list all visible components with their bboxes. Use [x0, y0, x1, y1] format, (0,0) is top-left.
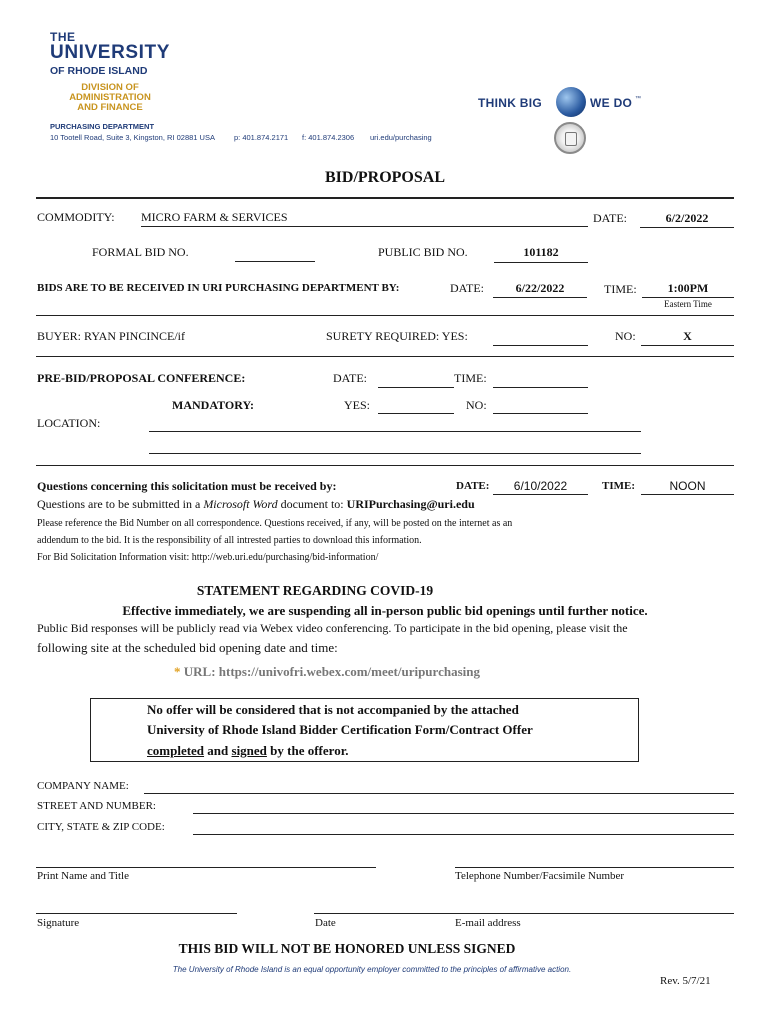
- mandatory-no-label: NO:: [466, 398, 487, 412]
- department-address: 10 Tootell Road, Suite 3, Kingston, RI 02881 USA: [50, 133, 215, 142]
- surety-no-value[interactable]: X: [683, 329, 692, 343]
- questions-date-underline: [493, 494, 588, 495]
- department-phone: p: 401.874.2171: [234, 133, 289, 142]
- equal-opportunity-statement: The University of Rhode Island is an equal opportunity employer committed to the principles of affirmative action.: [172, 965, 572, 974]
- street-label: STREET AND NUMBER:: [37, 800, 156, 812]
- questions-email-link[interactable]: URIPurchasing@uri.edu: [346, 497, 475, 511]
- logo-the: THE: [50, 30, 76, 44]
- deadline-divider: [36, 315, 734, 316]
- slogan-trademark: ™: [635, 96, 641, 102]
- questions-time-label: TIME:: [602, 480, 635, 492]
- public-bid-underline: [494, 262, 588, 263]
- logo-division-line-2: ADMINISTRATION: [69, 92, 151, 103]
- deadline-date-underline: [493, 297, 587, 298]
- unsigned-warning: THIS BID WILL NOT BE HONORED UNLESS SIGNED: [178, 941, 516, 956]
- mandatory-no-underline[interactable]: [493, 413, 588, 414]
- commodity-date-value[interactable]: 6/2/2022: [665, 211, 709, 225]
- purchasing-department: PURCHASING DEPARTMENT: [50, 122, 155, 131]
- questions-time-value[interactable]: NOON: [669, 479, 706, 493]
- commodity-value[interactable]: MICRO FARM & SERVICES: [141, 210, 288, 224]
- logo-division-line-3: AND FINANCE: [77, 102, 143, 113]
- city-field[interactable]: [193, 834, 734, 835]
- conference-label: PRE-BID/PROPOSAL CONFERENCE:: [37, 371, 246, 385]
- mandatory-label: MANDATORY:: [172, 398, 255, 412]
- city-label: CITY, STATE & ZIP CODE:: [37, 821, 165, 833]
- notice-rest: by the offeror.: [266, 743, 349, 758]
- questions-time-underline: [641, 494, 734, 495]
- covid-subheading: Effective immediately, we are suspending all in-person public bid openings until further notice.: [122, 603, 648, 618]
- notice-signed: signed: [231, 743, 267, 758]
- notice-line-1: No offer will be considered that is not accompanied by the attached: [147, 702, 519, 717]
- telephone-label: Telephone Number/Facsimile Number: [455, 870, 625, 882]
- questions-submit-prefix: Questions are to be submitted in a: [37, 497, 204, 511]
- commodity-date-label: DATE:: [593, 211, 627, 225]
- telephone-field[interactable]: [455, 867, 734, 868]
- commodity-underline: [141, 226, 588, 227]
- department-fax: f: 401.874.2306: [302, 133, 355, 142]
- location-underline-2[interactable]: [149, 453, 641, 454]
- conference-time-underline[interactable]: [493, 387, 588, 388]
- covid-webex-link[interactable]: URL: https://univofri.webex.com/meet/uripurchasing: [183, 664, 480, 679]
- public-bid-label: PUBLIC BID NO.: [378, 245, 468, 259]
- formal-bid-label: FORMAL BID NO.: [92, 245, 189, 259]
- signature-field[interactable]: [36, 913, 237, 914]
- slogan-think-big: THINK BIG: [478, 96, 543, 110]
- location-label: LOCATION:: [37, 416, 101, 430]
- questions-submit-line: [37, 497, 475, 512]
- covid-body-1: Public Bid responses will be publicly read via Webex video conferencing. To participate in the bid opening, please visit the: [37, 621, 628, 635]
- questions-date-label: DATE:: [456, 480, 490, 492]
- deadline-time-label: TIME:: [604, 282, 637, 296]
- conference-date-label: DATE:: [333, 371, 367, 385]
- commodity-date-underline: [640, 227, 734, 228]
- notice-completed: completed: [147, 743, 205, 758]
- deadline-time-value[interactable]: 1:00PM: [667, 281, 709, 295]
- print-name-label: Print Name and Title: [37, 870, 129, 882]
- slogan-we-do: WE DO: [590, 96, 633, 110]
- covid-url-line: [174, 664, 480, 680]
- questions-label: Questions concerning this solicitation must be received by:: [37, 479, 337, 493]
- logo-university: UNIVERSITY: [50, 42, 171, 63]
- company-name-label: COMPANY NAME:: [37, 780, 129, 792]
- university-seal-icon: [554, 122, 586, 154]
- questions-note-3: For Bid Solicitation Information visit: http://web.uri.edu/purchasing/bid-information/: [37, 552, 379, 563]
- date-label: Date: [315, 917, 336, 929]
- asterisk-icon: *: [174, 664, 181, 679]
- signature-label: Signature: [37, 917, 80, 929]
- revision-date: Rev. 5/7/21: [660, 975, 711, 987]
- questions-date-value[interactable]: 6/10/2022: [513, 479, 568, 493]
- logo-division-line-1: DIVISION OF: [81, 82, 139, 93]
- logo-of-rhode-island: OF RHODE ISLAND: [50, 65, 148, 77]
- surety-yes-underline: [493, 345, 588, 346]
- location-underline-1[interactable]: [149, 431, 641, 432]
- questions-note-2: addendum to the bid. It is the responsibility of all intrested parties to download this information.: [37, 535, 422, 546]
- globe-icon: [556, 87, 586, 117]
- notice-line-2: University of Rhode Island Bidder Certification Form/Contract Offer: [147, 722, 533, 737]
- notice-and: and: [204, 743, 232, 758]
- deadline-date-label: DATE:: [450, 281, 484, 295]
- covid-heading: STATEMENT REGARDING COVID-19: [196, 583, 434, 598]
- questions-note-1: Please reference the Bid Number on all correspondence. Questions received, if any, will be posted on the internet as an: [37, 518, 513, 529]
- surety-label: SURETY REQUIRED: YES:: [326, 329, 468, 343]
- deadline-label: BIDS ARE TO BE RECEIVED IN URI PURCHASING DEPARTMENT BY:: [37, 282, 400, 294]
- conference-date-underline[interactable]: [378, 387, 454, 388]
- buyer-label: BUYER: RYAN PINCINCE/if: [37, 329, 186, 343]
- buyer-divider: [36, 356, 734, 357]
- surety-no-label: NO:: [615, 329, 636, 343]
- public-bid-value[interactable]: 101182: [523, 245, 559, 259]
- department-web-link[interactable]: uri.edu/purchasing: [370, 133, 432, 142]
- conference-time-label: TIME:: [454, 371, 487, 385]
- notice-line-3: [147, 743, 349, 759]
- commodity-label: COMMODITY:: [37, 210, 115, 224]
- street-field[interactable]: [193, 813, 734, 814]
- deadline-date-value[interactable]: 6/22/2022: [515, 281, 565, 295]
- email-label: E-mail address: [455, 917, 521, 929]
- questions-submit-mid: document to:: [277, 497, 347, 511]
- page-title: BID/PROPOSAL: [324, 169, 445, 186]
- surety-no-underline: [641, 345, 734, 346]
- deadline-timezone: Eastern Time: [664, 299, 712, 309]
- deadline-time-underline: [642, 297, 734, 298]
- mandatory-yes-underline[interactable]: [378, 413, 454, 414]
- conference-divider: [36, 465, 734, 466]
- mandatory-yes-label: YES:: [344, 398, 371, 412]
- formal-bid-underline: [235, 261, 315, 262]
- title-divider: [36, 197, 734, 199]
- covid-body-2: following site at the scheduled bid opening date and time:: [37, 640, 338, 655]
- date-email-field[interactable]: [314, 913, 734, 914]
- questions-submit-format: Microsoft Word: [203, 497, 278, 511]
- print-name-field[interactable]: [36, 867, 376, 868]
- company-name-field[interactable]: [144, 793, 734, 794]
